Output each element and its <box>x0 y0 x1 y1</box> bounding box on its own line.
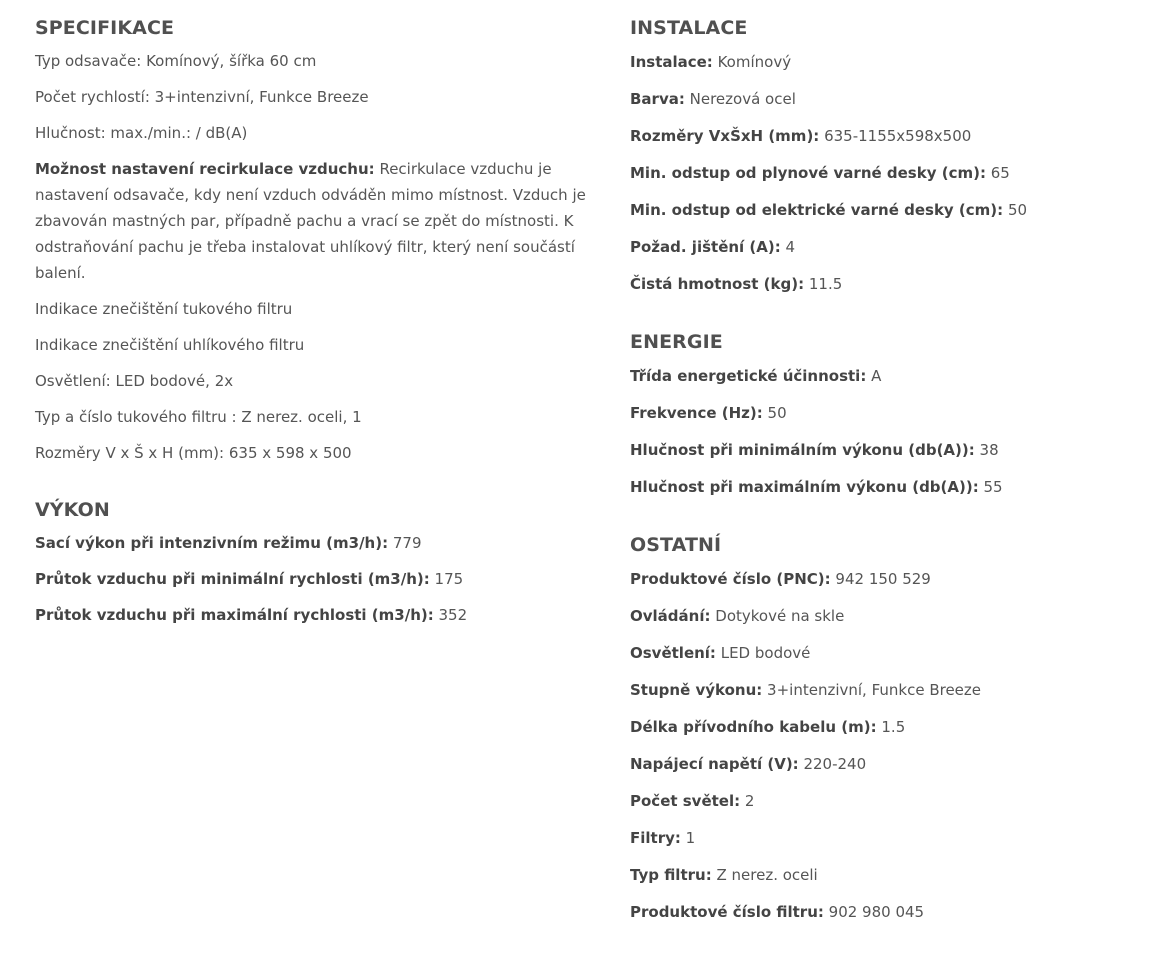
spec-item-typ-odsavace: Typ odsavače: Komínový, šířka 60 cm <box>35 52 317 70</box>
spec-label: Ovládání: <box>630 607 711 625</box>
spec-item-ovladani <box>630 603 1130 629</box>
spec-item-frekvence <box>630 400 1130 426</box>
spec-item-barva <box>630 86 1130 112</box>
specs-column-left <box>35 0 593 638</box>
spec-value: 942 150 529 <box>835 570 931 588</box>
section-title-specifikace: SPECIFIKACE <box>35 17 175 39</box>
spec-item-typ-filtru: Typ a číslo tukového filtru : Z nerez. oceli, 1 <box>35 408 362 426</box>
spec-item-stupne-vykonu <box>630 677 1130 703</box>
spec-item-napeti <box>630 751 1130 777</box>
spec-item-osvetleni: Osvětlení: LED bodové, 2x <box>35 372 234 390</box>
spec-label: Typ filtru: <box>630 866 712 884</box>
spec-label: Třída energetické účinnosti: <box>630 367 867 385</box>
spec-item-hlucnost-min <box>630 437 1130 463</box>
spec-value: Nerezová ocel <box>689 90 796 108</box>
specs-column-right <box>630 0 1130 936</box>
spec-item-hlucnost-max <box>630 474 1130 500</box>
spec-value: LED bodové <box>720 644 811 662</box>
spec-item-rozmery: Rozměry V x Š x H (mm): 635 x 598 x 500 <box>35 444 352 462</box>
spec-label: Min. odstup od elektrické varné desky (cm): <box>630 201 1004 219</box>
spec-label: Frekvence (Hz): <box>630 404 763 422</box>
spec-label: Hlučnost při minimálním výkonu (db(A)): <box>630 441 975 459</box>
spec-value: 1.5 <box>881 718 906 736</box>
spec-item-odstup-plyn <box>630 160 1130 186</box>
spec-label: Požad. jištění (A): <box>630 238 781 256</box>
spec-label: Instalace: <box>630 53 713 71</box>
spec-label: Min. odstup od plynové varné desky (cm): <box>630 164 986 182</box>
spec-item-filtry <box>630 825 1130 851</box>
spec-label: Produktové číslo filtru: <box>630 903 824 921</box>
spec-value: 38 <box>979 441 999 459</box>
spec-item-pocet-rychlosti: Počet rychlostí: 3+intenzivní, Funkce Breeze <box>35 88 369 106</box>
section-title-energie: ENERGIE <box>630 331 723 353</box>
spec-list-energie <box>630 363 1130 500</box>
spec-item-pocet-svetel <box>630 788 1130 814</box>
spec-value: 50 <box>1007 201 1028 219</box>
spec-item-saci-vykon <box>35 530 593 556</box>
spec-label: Osvětlení: <box>630 644 716 662</box>
spec-item-pnc <box>630 566 1130 592</box>
spec-item-hmotnost <box>630 271 1130 297</box>
spec-value: 11.5 <box>808 275 843 293</box>
spec-item-delka-kabelu <box>630 714 1130 740</box>
spec-item-prutok-max <box>35 602 593 628</box>
spec-list-vykon <box>35 530 593 628</box>
spec-label: Průtok vzduchu při minimální rychlosti (m3/h): <box>35 570 430 588</box>
spec-value: Dotykové na skle <box>715 607 845 625</box>
section-ostatni <box>630 511 1130 925</box>
spec-item-hlucnost: Hlučnost: max./min.: / dB(A) <box>35 124 248 142</box>
spec-label: Barva: <box>630 90 685 108</box>
spec-value: 50 <box>767 404 787 422</box>
spec-value: 220-240 <box>803 755 867 773</box>
spec-item-prutok-min <box>35 566 593 592</box>
spec-label: Rozměry VxŠxH (mm): <box>630 127 820 145</box>
spec-value: A <box>871 367 882 385</box>
spec-value: 3+intenzivní, Funkce Breeze <box>767 681 982 699</box>
spec-value: 902 980 045 <box>828 903 925 921</box>
spec-label: Sací výkon při intenzivním režimu (m3/h): <box>35 534 389 552</box>
spec-item-recirkulace <box>35 156 593 286</box>
spec-value: 55 <box>983 478 1003 496</box>
spec-value: 352 <box>438 606 468 624</box>
section-vykon <box>35 476 593 628</box>
spec-item-indikace-uhlikoveho: Indikace znečištění uhlíkového filtru <box>35 336 305 354</box>
spec-label: Filtry: <box>630 829 681 847</box>
spec-label: Stupně výkonu: <box>630 681 763 699</box>
section-title-vykon: VÝKON <box>35 499 110 521</box>
spec-label: Hlučnost při maximálním výkonu (db(A)): <box>630 478 979 496</box>
spec-value: 65 <box>990 164 1010 182</box>
spec-label: Průtok vzduchu při maximální rychlosti (m3/h): <box>35 606 434 624</box>
spec-list-instalace <box>630 49 1130 297</box>
spec-label: Čistá hmotnost (kg): <box>630 275 805 293</box>
spec-label: Délka přívodního kabelu (m): <box>630 718 877 736</box>
spec-label: Napájecí napětí (V): <box>630 755 799 773</box>
spec-item-indikace-tukoveho: Indikace znečištění tukového filtru <box>35 300 293 318</box>
section-instalace <box>630 0 1130 297</box>
spec-value: Recirkulace vzduchu je nastavení odsavače, kdy není vzduch odváděn mimo místnost. Vzduch je zbavován mastných par, případně pachu a vrací se zpět do místnosti. K odstraňování pachu je třeba instalovat uhlíkový filtr, který není součástí balení. <box>35 160 586 282</box>
spec-value: 1 <box>685 829 696 847</box>
spec-item-cislo-filtru <box>630 899 1130 925</box>
spec-label: Možnost nastavení recirkulace vzduchu: <box>35 160 375 178</box>
section-title-instalace: INSTALACE <box>630 17 748 39</box>
spec-list-ostatni <box>630 566 1130 925</box>
spec-value: 2 <box>744 792 755 810</box>
spec-item-typ-filtru-ostatni <box>630 862 1130 888</box>
spec-label: Počet světel: <box>630 792 741 810</box>
spec-item-trida <box>630 363 1130 389</box>
spec-item-odstup-elektro <box>630 197 1130 223</box>
spec-item-jisteni <box>630 234 1130 260</box>
spec-label: Produktové číslo (PNC): <box>630 570 831 588</box>
section-title-ostatni: OSTATNÍ <box>630 534 722 556</box>
spec-item-osvetleni-typ <box>630 640 1130 666</box>
spec-value: 4 <box>785 238 796 256</box>
section-specifikace <box>35 0 593 466</box>
spec-item-rozmery-vsh <box>630 123 1130 149</box>
spec-value: 635-1155x598x500 <box>824 127 972 145</box>
spec-value: Komínový <box>717 53 792 71</box>
spec-value: 175 <box>434 570 464 588</box>
spec-value: Z nerez. oceli <box>716 866 818 884</box>
spec-value: 779 <box>392 534 422 552</box>
spec-item-instalace <box>630 49 1130 75</box>
spec-list-specifikace <box>35 48 593 466</box>
section-energie <box>630 308 1130 500</box>
